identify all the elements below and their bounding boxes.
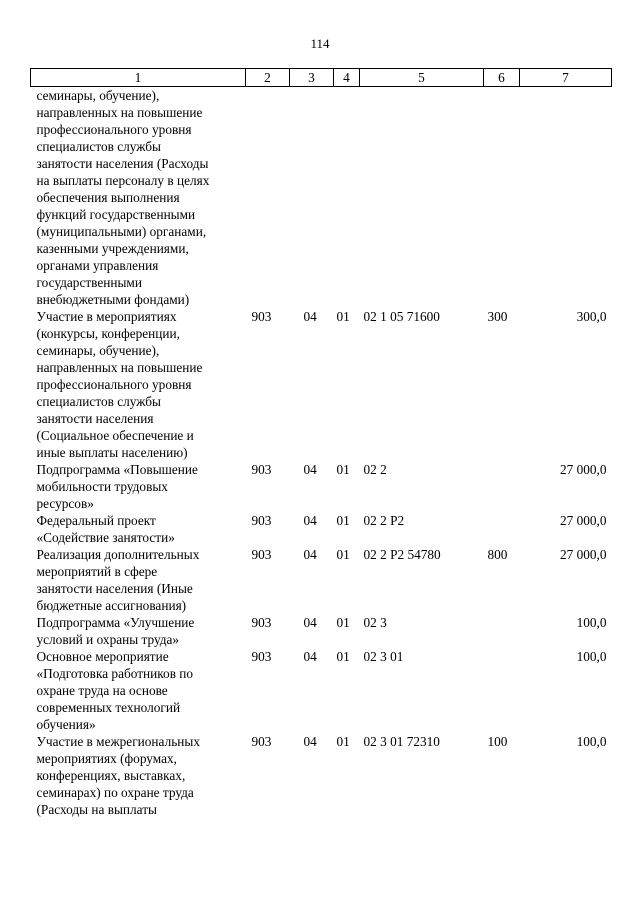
row-name: Подпрограмма «Повышение мобильности трудовых ресурсов» (36, 462, 198, 511)
row-name: Федеральный проект «Содействие занятости» (36, 513, 175, 545)
row-expense-type (484, 614, 520, 648)
row-section: 04 (303, 734, 317, 749)
table-row (31, 308, 612, 461)
table-header (31, 69, 612, 87)
header-cell-5: 5 (360, 69, 484, 87)
row-amount: 100,0 (576, 649, 607, 664)
row-grbs: 903 (251, 615, 272, 630)
row-expense-type (484, 512, 520, 546)
table-row (31, 614, 612, 648)
row-subsection: 01 (336, 547, 350, 562)
row-section: 04 (303, 462, 317, 477)
row-article: 02 3 01 72310 (363, 734, 440, 749)
row-article: 02 1 05 71600 (363, 309, 440, 324)
row-expense-type: 800 (487, 547, 508, 562)
row-section: 04 (303, 615, 317, 630)
row-section: 04 (303, 309, 317, 324)
row-amount: 27 000,0 (559, 462, 607, 477)
row-amount: 27 000,0 (559, 513, 607, 528)
row-subsection: 01 (336, 615, 350, 630)
row-name: Подпрограмма «Улучшение условий и охраны труда» (36, 615, 195, 647)
row-subsection: 01 (336, 513, 350, 528)
header-cell-1: 1 (31, 69, 246, 87)
row-expense-type (484, 648, 520, 733)
row-subsection: 01 (336, 734, 350, 749)
header-cell-6: 6 (484, 69, 520, 87)
row-name: Основное мероприятие «Подготовка работников по охране труда на основе современных технологий обучения» (36, 649, 194, 732)
row-name: семинары, обучение), направленных на повышение профессионального уровня специалистов службы занятости населения (Расходы на выплаты персоналу в целях обеспечения выполнения функций государственными (муниципальными) органами, казенными учреждениями, органами управления государственными внебюджетными фондами) (36, 88, 210, 307)
budget-table (30, 68, 612, 818)
row-amount: 300,0 (576, 309, 607, 324)
row-section: 04 (303, 649, 317, 664)
page-number: 114 (310, 36, 330, 51)
header-cell-3: 3 (290, 69, 334, 87)
row-amount: 100,0 (576, 615, 607, 630)
row-grbs: 903 (251, 547, 272, 562)
row-amount: 27 000,0 (559, 547, 607, 562)
row-grbs: 903 (251, 649, 272, 664)
header-row (31, 69, 612, 87)
table-row (31, 648, 612, 733)
row-expense-type: 300 (487, 309, 508, 324)
row-article: 02 3 (363, 615, 387, 630)
header-cell-7: 7 (520, 69, 612, 87)
row-subsection: 01 (336, 462, 350, 477)
row-name: Участие в межрегиональных мероприятиях (форумах, конференциях, выставках, семинарах) по охране труда (Расходы на выплаты (36, 734, 200, 817)
table-row (31, 546, 612, 614)
row-grbs: 903 (251, 513, 272, 528)
row-name: Участие в мероприятиях (конкурсы, конференции, семинары, обучение), направленных на повышение профессионального уровня специалистов службы занятости населения (Социальное обеспечение и иные выплаты населению) (36, 309, 203, 460)
row-subsection (334, 87, 360, 309)
row-grbs (246, 87, 290, 309)
row-expense-type (484, 87, 520, 309)
row-grbs: 903 (251, 309, 272, 324)
row-amount: 100,0 (576, 734, 607, 749)
table-body (31, 87, 612, 819)
row-expense-type (484, 461, 520, 512)
table-row (31, 87, 612, 309)
row-section: 04 (303, 513, 317, 528)
row-grbs: 903 (251, 734, 272, 749)
row-grbs: 903 (251, 462, 272, 477)
row-article: 02 2 P2 (363, 513, 405, 528)
row-expense-type: 100 (487, 734, 508, 749)
table-row (31, 461, 612, 512)
header-cell-2: 2 (246, 69, 290, 87)
row-amount (520, 87, 612, 309)
row-name: Реализация дополнительных мероприятий в сфере занятости населения (Иные бюджетные ассигнования) (36, 547, 200, 613)
row-section (290, 87, 334, 309)
row-article: 02 2 P2 54780 (363, 547, 441, 562)
table-row (31, 512, 612, 546)
row-subsection: 01 (336, 309, 350, 324)
row-article: 02 3 01 (363, 649, 404, 664)
row-subsection: 01 (336, 649, 350, 664)
row-article (360, 87, 484, 309)
row-article: 02 2 (363, 462, 387, 477)
row-section: 04 (303, 547, 317, 562)
header-cell-4: 4 (334, 69, 360, 87)
table-row (31, 733, 612, 818)
budget-table-container (30, 68, 611, 818)
